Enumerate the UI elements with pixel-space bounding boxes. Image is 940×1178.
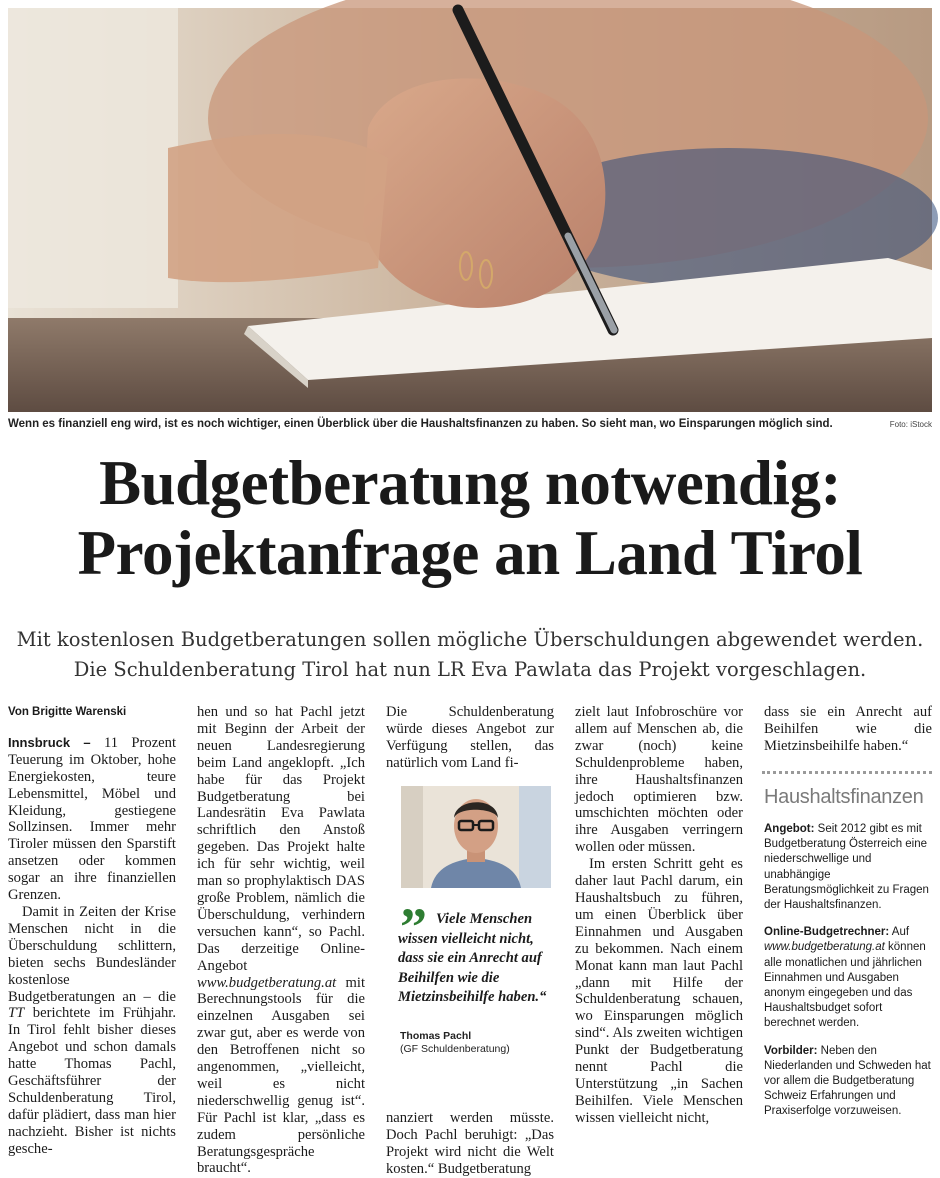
budgetberatung-link[interactable]: www.budgetberatung.at	[197, 974, 337, 991]
subheadline: Mit kostenlosen Budgetberatungen sollen mögliche Überschuldungen abgewendet werden. Die Schuldenberatung Tirol hat nun LR Eva Pawlata das Projekt vorgeschlagen.	[16, 628, 924, 681]
lead-text: 11 Prozent Teuerung im Oktober, hohe Energiekosten, teure Lebensmittel, Möbel und Kleidung, gestiegene Sollzinsen. Immer mehr Tiroler müssen den Sparstift ansetzen oder kommen sogar an ihre finanziellen Grenzen.	[8, 734, 176, 904]
article-column-2	[197, 704, 365, 1177]
info-item-budgetrechner	[764, 925, 932, 1031]
quote-attribution	[400, 1030, 556, 1056]
pull-quote	[398, 897, 558, 1076]
info-item-vorbilder	[764, 1044, 932, 1120]
photo-caption	[8, 418, 932, 434]
paragraph: Die Schuldenberatung würde dieses Angebot zur Verfügung stellen, das natürlich vom Land fi-	[386, 704, 554, 771]
info-label: Online-Budgetrechner:	[764, 926, 890, 939]
quote-author-name: Thomas Pachl	[400, 1030, 472, 1042]
paragraph: zielt laut Infobroschüre vor allem auf Menschen ab, die zwar (noch) keine Schuldenprobleme haben, ihre Haushaltsfinanzen jedoch optimieren bzw. umschichten möchten oder ihre Ausgaben verringern wollen oder müssen.	[575, 704, 743, 856]
info-label: Angebot:	[764, 823, 815, 835]
photo-credit: Foto: iStock	[889, 420, 932, 429]
portrait-photo	[401, 786, 551, 888]
page-title	[0, 448, 940, 588]
info-label: Vorbilder:	[764, 1044, 818, 1057]
quote-text: Viele Menschen wissen vielleicht nicht, dass sie ein Anrecht auf Beihilfen wie die Mietzinsbeihilfe haben.“	[398, 911, 547, 1005]
paragraph: Im ersten Schritt geht es daher laut Pachl darum, ein Haushaltsbuch zu führen, um einen Überblick über Einnahmen und Ausgaben zu bekommen. Nach einem Monat kann man laut Pachl „dann mit Hilfe der Schuldenberatung schauen, wo Einsparungen möglich sind“. Als zweiten wichtigen Punkt der Budgetberatung nennt Pachl die Unterstützung „in Sachen Beihilfen. Viele Menschen wissen vielleicht nicht,	[575, 856, 743, 1126]
article-column-5	[764, 704, 932, 764]
paragraph-text: berichtete im Frühjahr. In Tirol fehlt bisher dieses Angebot und schon damals hatte Thomas Pachl, Geschäftsführer der Schuldenberatung Tirol, dafür plädiert, dass man hier nachzieht. Bisher ist nichts gesche-	[8, 1005, 176, 1157]
info-text: Auf	[889, 926, 910, 939]
writing-hand-photo	[8, 8, 932, 412]
dateline: Innsbruck –	[8, 734, 91, 750]
quote-author-role: (GF Schuldenberatung)	[400, 1043, 510, 1055]
author-portrait	[401, 786, 551, 888]
info-item-angebot	[764, 822, 932, 913]
info-text: Seit 2012 gibt es mit Budgetberatung Österreich eine niederschwellige und unabhängige Beratungsmöglichkeit zu Fragen der Haushaltsfinanzen.	[764, 823, 929, 912]
paragraph-text: hen und so hat Pachl jetzt mit Beginn der Arbeit der neuen Landesregierung beim Land angeklopft. „Ich habe für das Projekt Budgetberatung bei Landesrätin Eva Pawlata schriftlich den Anstoß gegeben. Das Projekt halte ich für sehr wichtig, weil man so prophylaktisch DAS große Problem, nämlich die Überschuldung, verhindern versuchen kann“, so Pachl. Das derzeitige Online-Angebot	[197, 704, 365, 974]
sidebar-divider	[762, 771, 932, 774]
paragraph: nanziert werden müsste. Doch Pachl beruhigt: „Das Projekt wird nicht die Welt kosten.“ Budgetberatung	[386, 1110, 554, 1177]
tt-abbrev: TT	[8, 1005, 25, 1022]
info-text: können alle monatlichen und jährlichen Einnahmen und Ausgaben anonym eingegeben und das Haushaltsbudget sofort berechnet werden.	[764, 941, 926, 1030]
paragraph-text: Damit in Zeiten der Krise Menschen nicht in die Überschuldung schlittern, bieten sechs Bundesländer kostenlose Budgetberatungen an – die	[8, 903, 176, 1005]
info-box	[764, 822, 932, 1162]
article-column-3-continued	[386, 1110, 554, 1177]
headline-line-2: Projektanfrage an Land Tirol	[77, 518, 863, 588]
sidebar-title: Haushaltsfinanzen	[764, 786, 924, 808]
budgetrechner-link[interactable]: www.budgetberatung.at	[764, 941, 885, 954]
caption-text: Wenn es finanziell eng wird, ist es noch wichtiger, einen Überblick über die Haushaltsfinanzen zu haben. So sieht man, wo Einsparungen möglich sind.	[8, 418, 833, 430]
quote-mark-icon: ”	[400, 897, 427, 957]
article-column-4	[575, 704, 743, 1160]
article-column-3	[386, 704, 554, 780]
info-text: Neben den Niederlanden und Schweden hat vor allem die Budgetberatung Schweiz Erfahrungen und Praxiserfolge vorzuweisen.	[764, 1044, 931, 1118]
hero-photo	[8, 8, 932, 412]
paragraph: dass sie ein Anrecht auf Beihilfen wie die Mietzinsbeihilfe haben.“	[764, 704, 932, 754]
paragraph	[197, 704, 365, 1177]
lead-paragraph	[8, 735, 176, 904]
article-column-1	[8, 704, 176, 1160]
paragraph-text: mit Berechnungstools für die einzelnen Ausgaben sei zwar gut, aber es werde von den Betroffenen nicht so angenommen, „vielleicht, weil es nicht niederschwellig genug ist“. Für Pachl ist klar, „dass es zudem persönliche Beratungsgespräche braucht“.	[197, 974, 365, 1177]
byline: Von Brigitte Warenski	[8, 706, 127, 718]
paragraph	[8, 904, 176, 1158]
headline-line-1: Budgetberatung notwendig:	[99, 448, 841, 518]
